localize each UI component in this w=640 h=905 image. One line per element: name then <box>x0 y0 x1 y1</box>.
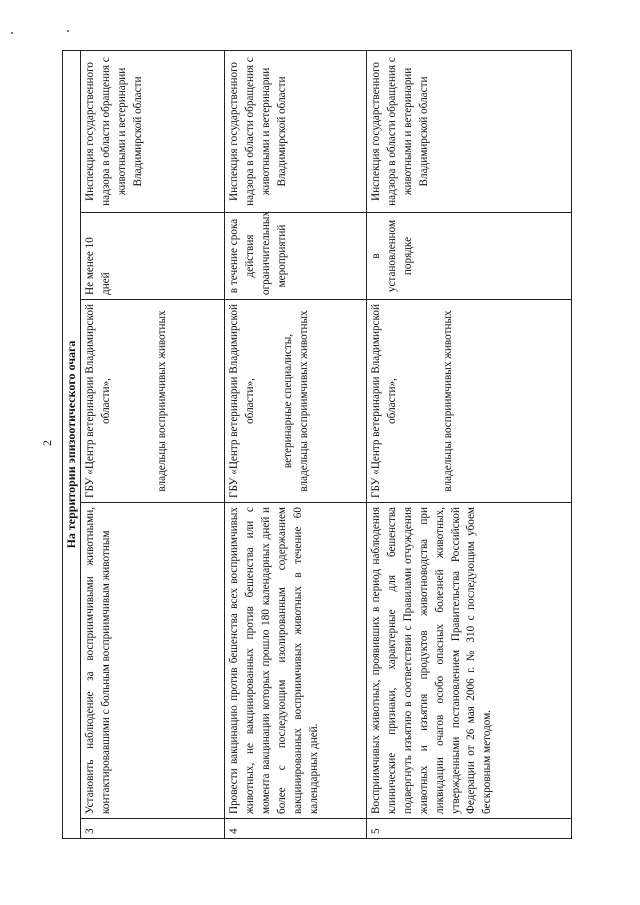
executor-center: ГБУ «Центр ветеринарии Владимирской области», <box>84 304 112 498</box>
executor-center: ГБУ «Центр ветеринарии Владимирской области», <box>370 304 398 498</box>
deadline-text: в течение срока действия ограничительных мероприятий <box>225 213 367 300</box>
scan-speck <box>11 32 13 34</box>
table-row <box>225 50 367 838</box>
responsible-text: Инспекция государственного надзора в области обращения с животными и ветеринарии Владимирской области <box>367 50 572 212</box>
table-row <box>81 50 225 838</box>
row-number: 4 <box>225 819 367 839</box>
executor-owners: владельцы восприимчивых животных <box>155 310 168 492</box>
deadline-text: в установленном порядке <box>367 213 572 300</box>
responsible-text: Инспекция государственного надзора в области обращения с животными и ветеринарии Владимирской области <box>225 50 367 212</box>
deadline-text: Не менее 10 дней <box>81 213 225 300</box>
section-title: На территории эпизоотического очага <box>63 50 81 838</box>
executors-cell <box>81 300 225 503</box>
measure-text: Восприимчивых животных, проявивших в период наблюдения клинические признаки, характерные для бешенства подвергнуть изъятию в соответствии с Правилами отчуждения животных и изъятия продуктов животноводства при ликвидации очагов особо опасных болезней животных, утвержденными постановлением Правительства Российской Федерации от 26 мая 2006 г. № 310 с последующим убоем бескровным методом. <box>367 503 572 819</box>
executors-cell <box>367 300 572 503</box>
executor-owners: владельцы восприимчивых животных <box>297 310 310 492</box>
executors-cell <box>225 300 367 503</box>
scan-speck <box>67 30 69 32</box>
rotated-table-container <box>62 51 572 839</box>
measure-text: Установить наблюдение за восприимчивыми животными, контактировавшими с больным восприимчивым животным <box>81 503 225 819</box>
section-header-row <box>63 50 81 838</box>
measure-text: Провести вакцинацию против бешенства всех восприимчивых животных, не вакцинированных против бешенства или с момента вакцинации которых прошло 180 календарных дней и более с последующим изолированным содержанием вакцинированных восприимчивых животных в течение 60 календарных дней. <box>225 503 367 819</box>
executor-specialists: ветеринарные специалисты, <box>281 333 294 469</box>
row-number: 3 <box>81 819 225 839</box>
row-number: 5 <box>367 819 572 839</box>
executor-owners: владельцы восприимчивых животных <box>441 310 454 492</box>
responsible-text: Инспекция государственного надзора в области обращения с животными и ветеринарии Владимирской области <box>81 50 225 212</box>
executor-center: ГБУ «Центр ветеринарии Владимирской области», <box>228 304 256 498</box>
table-row <box>367 50 572 838</box>
measures-table <box>62 50 572 839</box>
page-number: 2 <box>40 440 54 446</box>
